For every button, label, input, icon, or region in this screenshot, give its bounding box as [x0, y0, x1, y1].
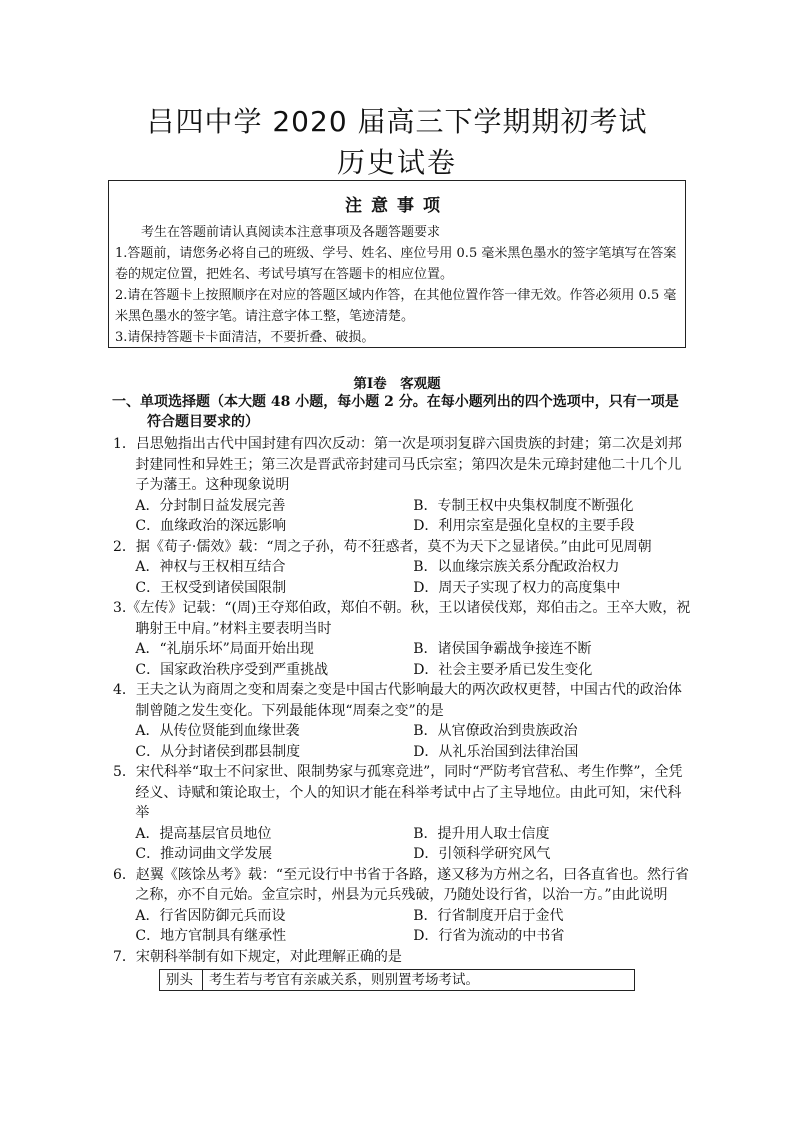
notice-item: 1.答题前，请您务必将自己的班级、学号、姓名、座位号用 0.5 毫米黑色墨水的签字笔填写在答案卷的规定位置，把姓名、考试号填写在答题卡的相应位置。: [115, 246, 677, 282]
option-a: A．“礼崩乐坏”局面开始出现: [135, 641, 314, 657]
option-b: B．专制王权中央集权制度不断强化: [413, 497, 634, 514]
option-c: C．国家政治秩序受到严重挑战: [135, 661, 329, 678]
option-d: D．利用宗室是强化皇权的主要手段: [413, 518, 635, 534]
question-5: [113, 762, 691, 865]
option-c: C．从分封诸侯到郡县制度: [135, 743, 301, 760]
option-a: A．从传位贤能到血缘世袭: [135, 723, 300, 739]
table-cell-rule: 考生若与考官有亲戚关系，则别置考场考试。: [203, 970, 635, 991]
option-d: D．周天子实现了权力的高度集中: [413, 579, 621, 596]
option-c: C．推动词曲文学发展: [135, 846, 273, 862]
option-d: D．行省为流动的中书省: [413, 928, 565, 944]
option-d: D．从礼乐治国到法律治国: [413, 743, 579, 760]
exam-subtitle: 历史试卷: [336, 146, 457, 179]
table-row: [160, 970, 635, 991]
question-3: [113, 598, 691, 680]
section-title: 第Ⅰ卷 客观题: [353, 376, 441, 392]
question-stem: 2．据《荀子·儒效》载：“周之子孙，苟不狂惑者，莫不为天下之显诸侯。”由此可见周朝: [113, 538, 652, 555]
exam-title: 吕四中学 2020 届高三下学期期初考试: [146, 105, 648, 138]
option-b: B．从官僚政治到贵族政治: [413, 723, 578, 739]
part-title: 一、单项选择题（本大题 48 小题，每小题 2 分。在每小题列出的四个选项中，只有一项是符合题目要求的）: [112, 394, 679, 430]
option-a: A．神权与王权相互结合: [135, 559, 286, 575]
option-a: A．行省因防御元兵而设: [135, 907, 286, 924]
question-2: [113, 537, 691, 599]
option-b: B．以血缘宗族关系分配政治权力: [413, 559, 620, 575]
option-c: C．地方官制具有继承性: [135, 928, 287, 944]
question-stem: 6．赵翼《陔馀丛考》载：“至元设行中书省于各路，遂又移为方州之名，曰各直省也。然行省之称，亦不自元始。金宣宗时，州县为元兵残破，乃随处设行省，以治一方。”由此说明: [113, 866, 690, 903]
notice-item: 3.请保持答题卡卡面清洁，不要折叠、破损。: [115, 330, 375, 345]
notice-intro: 考生在答题前请认真阅读本注意事项及各题答题要求: [141, 225, 441, 240]
question-1: [113, 434, 691, 537]
question-6: [113, 865, 691, 947]
option-b: B．提升用人取士信度: [413, 825, 550, 842]
question-7-table: [159, 969, 635, 991]
notice-title: 注意事项: [345, 196, 449, 216]
option-b: B．诸侯国争霸战争接连不断: [413, 641, 592, 657]
question-stem: 1．吕思勉指出古代中国封建有四次反动：第一次是项羽复辟六国贵族的封建；第二次是刘邦封建同性和异姓王；第三次是晋武帝封建司马氏宗室；第四次是朱元璋封建他二十几个儿子为藩王。这种现象说明: [113, 436, 682, 493]
question-stem: 3.《左传》记载：“(周)王夺郑伯政，郑伯不朝。秋，王以诸侯伐郑，郑伯击之。王卒大败，祝聃射王中肩。”材料主要表明当时: [113, 600, 691, 637]
question-stem: 5．宋代科举“取士不问家世、限制势家与孤寒竞进”，同时“严防考官营私、考生作弊”，全凭经义、诗赋和策论取士，个人的知识才能在科举考试中占了主导地位。由此可知，宋代科举: [113, 764, 683, 821]
option-d: D．引领科学研究风气: [413, 846, 551, 862]
option-c: C．血缘政治的深远影响: [135, 518, 287, 534]
notice-item: 2.请在答题卡上按照顺序在对应的答题区域内作答，在其他位置作答一律无效。作答必须用 0.5 毫米黑色墨水的签字笔。请注意字体工整，笔迹清楚。: [115, 288, 677, 324]
option-b: B．行省制度开启于金代: [413, 907, 564, 924]
option-d: D．社会主要矛盾已发生变化: [413, 661, 593, 678]
question-7: [113, 947, 691, 992]
question-stem: 4．王夫之认为商周之变和周秦之变是中国古代影响最大的两次政权更替，中国古代的政治体制曾随之发生变化。下列最能体现“周秦之变”的是: [113, 682, 682, 719]
notice-box: [108, 180, 686, 348]
question-stem: 7．宋朝科举制有如下规定，对此理解正确的是: [113, 948, 402, 965]
table-cell-term: 别头: [160, 970, 203, 991]
option-c: C．王权受到诸侯国限制: [135, 579, 287, 596]
question-4: [113, 680, 691, 762]
option-a: A．分封制日益发展完善: [135, 497, 286, 514]
option-a: A．提高基层官员地位: [135, 825, 272, 842]
question-list: [113, 434, 691, 991]
